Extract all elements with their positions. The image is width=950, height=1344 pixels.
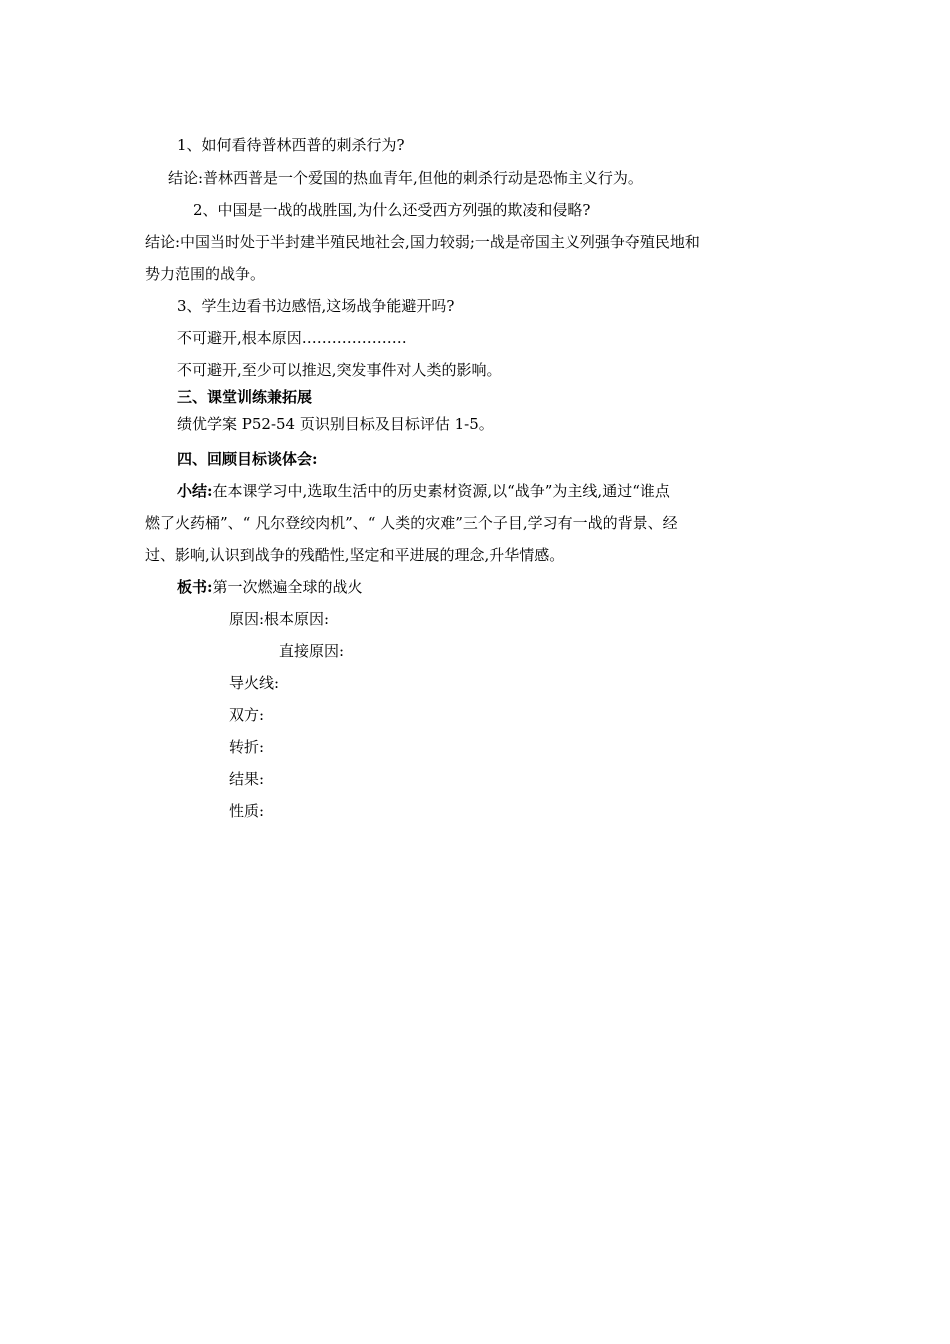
section-3-text: 绩优学案 P52-54 页识别目标及目标评估 1-5。	[177, 415, 494, 433]
summary-label: 小结:	[177, 482, 213, 500]
answer-3-b: 不可避开,至少可以推迟,突发事件对人类的影响。	[177, 361, 502, 379]
board-item-nature: 性质:	[229, 802, 265, 820]
question-3: 3、学生边看书边感悟,这场战争能避开吗?	[177, 297, 455, 315]
section-3-heading: 三、课堂训练兼拓展	[177, 388, 313, 406]
answer-3-a: 不可避开,根本原因…………………	[177, 329, 407, 347]
section-4-heading: 四、回顾目标谈体会:	[177, 450, 318, 468]
conclusion-2-line-2: 势力范围的战争。	[145, 265, 266, 283]
board-item-sides: 双方:	[229, 706, 265, 724]
board-item-result: 结果:	[229, 770, 265, 788]
conclusion-1: 结论:普林西普是一个爱国的热血青年,但他的刺杀行动是恐怖主义行为。	[168, 169, 643, 187]
summary-text-1: 在本课学习中,选取生活中的历史素材资源,以“战争”为主线,通过“谁点	[212, 482, 670, 500]
summary-line-3: 过、影响,认识到战争的残酷性,坚定和平进展的理念,升华情感。	[145, 546, 565, 564]
board-heading	[177, 577, 363, 597]
conclusion-2-line-1: 结论:中国当时处于半封建半殖民地社会,国力较弱;一战是帝国主义列强争夺殖民地和	[145, 233, 700, 251]
board-item-turning: 转折:	[229, 738, 265, 756]
board-item-fuse: 导火线:	[229, 674, 280, 692]
board-item-direct-cause: 直接原因:	[279, 642, 345, 660]
summary-line-1	[177, 481, 670, 501]
question-1: 1、如何看待普林西普的刺杀行为?	[177, 136, 405, 154]
board-item-cause: 原因:根本原因:	[229, 610, 330, 628]
board-title: 第一次燃遍全球的战火	[212, 578, 363, 596]
summary-line-2: 燃了火药桶”、“ 凡尔登绞肉机”、“ 人类的灾难”三个子目,学习有一战的背景、经	[145, 514, 678, 532]
board-label: 板书:	[177, 578, 213, 596]
question-2: 2、中国是一战的战胜国,为什么还受西方列强的欺凌和侵略?	[193, 201, 591, 219]
